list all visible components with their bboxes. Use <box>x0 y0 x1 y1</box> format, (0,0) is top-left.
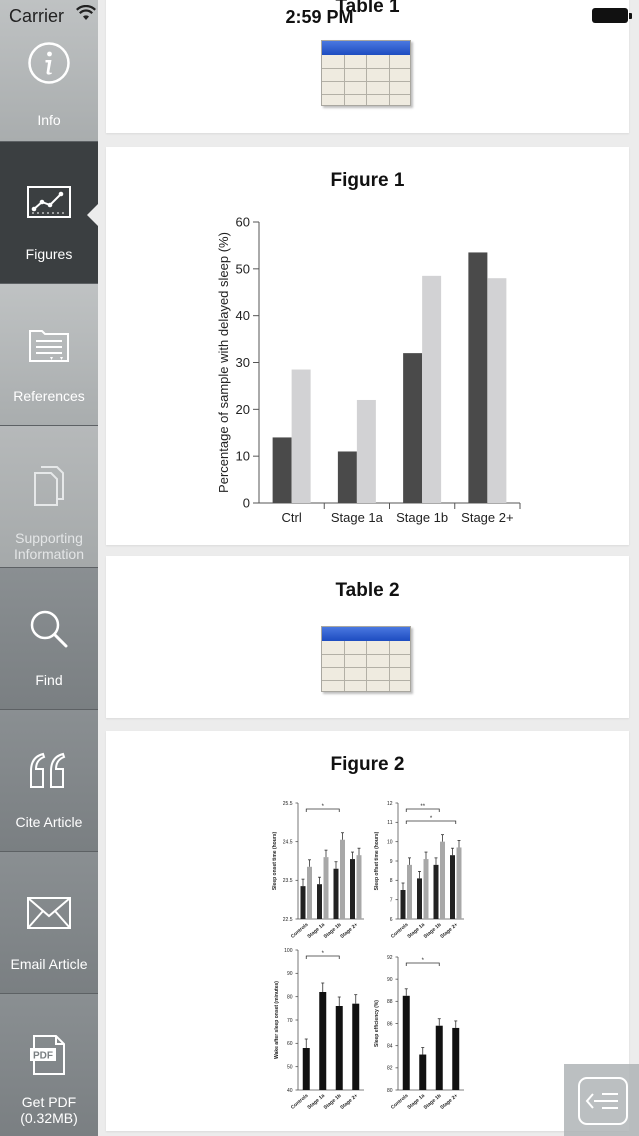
significance-label: * <box>321 951 324 957</box>
back-list-icon <box>578 1077 628 1125</box>
sidebar-item-cite-article[interactable] <box>0 710 98 852</box>
y-tick-label: 23.5 <box>282 878 293 885</box>
x-tick-label: Stage 1b <box>322 921 343 940</box>
y-tick-label: 22.5 <box>282 916 293 923</box>
status-time: 2:59 PM <box>285 7 354 27</box>
x-tick-label: Stage 1a <box>306 1092 327 1111</box>
sidebar-item-label: Figures <box>25 246 73 262</box>
figure-title: Figure 1 <box>330 170 405 191</box>
bar <box>340 840 345 919</box>
y-tick-label: 24.5 <box>282 839 293 846</box>
y-tick-label: 90 <box>386 976 393 983</box>
sidebar <box>0 0 98 1136</box>
x-tick-label: Stage 1a <box>406 921 427 940</box>
bar <box>357 855 362 919</box>
y-tick-label: 0 <box>242 495 250 511</box>
sidebar-item-label: Get PDF (0.32MB) <box>20 1094 78 1126</box>
y-tick-label: 82 <box>386 1065 393 1072</box>
bar <box>457 847 462 919</box>
x-tick-label: Stage 2+ <box>461 510 514 525</box>
bar <box>357 400 376 503</box>
carrier-label: Carrier <box>9 6 65 26</box>
y-tick-label: 6 <box>389 916 393 923</box>
status-bar <box>0 0 639 32</box>
y-tick-label: 100 <box>284 947 293 954</box>
x-tick-label: Stage 1a <box>306 921 327 940</box>
bar <box>401 890 406 919</box>
y-tick-label: 7 <box>389 897 393 904</box>
documents-icon <box>29 464 69 510</box>
y-tick-label: 50 <box>286 1064 293 1071</box>
table-title: Table 2 <box>335 580 400 601</box>
significance-label: ** <box>420 804 426 810</box>
bar <box>303 1048 310 1090</box>
bar <box>403 996 410 1090</box>
pdf-icon <box>30 1032 68 1078</box>
y-tick-label: 92 <box>386 954 393 961</box>
chart-plot <box>374 801 464 940</box>
quote-icon <box>27 748 71 794</box>
x-tick-label: Stage 1b <box>322 1092 343 1111</box>
bar <box>452 1028 459 1090</box>
x-tick-label: Stage 1a <box>406 1092 427 1111</box>
x-tick-label: Controls <box>289 1092 310 1111</box>
bar <box>468 252 487 503</box>
figure-card-2[interactable] <box>106 731 629 1131</box>
y-tick-label: 90 <box>286 971 293 978</box>
y-axis-label: Sleep onset time (hours) <box>272 831 278 891</box>
x-tick-label: Controls <box>389 921 410 940</box>
y-tick-label: 9 <box>389 858 393 865</box>
bar <box>336 1006 343 1090</box>
x-tick-label: Controls <box>389 1092 410 1111</box>
x-tick-label: Stage 1b <box>422 921 443 940</box>
sidebar-item-label: Info <box>37 112 61 128</box>
bar <box>487 278 506 503</box>
y-tick-label: 80 <box>386 1087 393 1094</box>
bar <box>334 869 339 919</box>
x-tick-label: Stage 1b <box>422 1092 443 1111</box>
sidebar-item-figures[interactable] <box>0 142 98 284</box>
y-axis-label: Percentage of sample with delayed sleep (%) <box>216 232 231 493</box>
significance-label: * <box>321 804 324 810</box>
sidebar-item-label: Find <box>35 672 63 688</box>
svg-text:PDF: PDF <box>33 1050 53 1062</box>
chart-plot <box>274 948 364 1111</box>
y-tick-label: 20 <box>235 401 250 417</box>
figure-title: Figure 2 <box>330 754 405 775</box>
bar <box>417 878 422 919</box>
y-tick-label: 40 <box>286 1087 293 1094</box>
sidebar-item-label: Cite Article <box>15 814 83 830</box>
y-tick-label: 8 <box>389 878 393 885</box>
bar <box>307 867 312 919</box>
figures-list[interactable] <box>98 0 639 1136</box>
y-tick-label: 40 <box>235 308 250 324</box>
chart-plot <box>272 801 364 940</box>
y-tick-label: 88 <box>386 999 393 1006</box>
bar <box>403 353 422 503</box>
bar <box>422 276 441 503</box>
y-tick-label: 12 <box>386 800 393 807</box>
chart-plot <box>374 955 464 1111</box>
battery-icon <box>592 8 628 23</box>
y-tick-label: 11 <box>387 820 393 827</box>
bar <box>350 859 355 919</box>
table-icon <box>321 626 411 692</box>
bar <box>419 1055 426 1090</box>
bar <box>436 1026 443 1090</box>
y-tick-label: 10 <box>386 839 393 846</box>
sidebar-item-email-article[interactable] <box>0 852 98 994</box>
x-tick-label: Ctrl <box>281 510 302 525</box>
sidebar-item-label: Supporting Information <box>13 530 85 562</box>
y-axis-label: Sleep efficiency (%) <box>374 1000 380 1047</box>
significance-label: * <box>429 816 433 822</box>
search-icon <box>28 606 70 652</box>
x-tick-label: Stage 2+ <box>439 1092 460 1111</box>
y-tick-label: 70 <box>286 1017 293 1024</box>
y-tick-label: 50 <box>235 261 250 277</box>
bar <box>407 865 412 919</box>
bar <box>292 370 311 503</box>
y-tick-label: 60 <box>286 1041 293 1048</box>
references-icon <box>26 322 72 368</box>
sidebar-item-label: References <box>13 388 85 404</box>
collapse-sidebar-button[interactable] <box>564 1064 639 1136</box>
y-tick-label: 30 <box>235 355 250 371</box>
x-tick-label: Stage 1a <box>330 510 383 525</box>
bar <box>317 884 322 919</box>
bar <box>450 855 455 919</box>
table-title: Table 1 <box>335 0 400 17</box>
sidebar-item-label: Email Article <box>10 956 88 972</box>
x-tick-label: Stage 2+ <box>439 921 460 940</box>
sidebar-item-references[interactable] <box>0 284 98 426</box>
bar <box>434 865 439 919</box>
chart-icon <box>26 180 72 226</box>
bar <box>352 1004 359 1090</box>
bar <box>319 992 326 1090</box>
x-tick-label: Stage 2+ <box>339 921 360 940</box>
table-icon <box>321 40 411 106</box>
y-tick-label: 10 <box>235 448 250 464</box>
info-icon <box>27 40 71 86</box>
sidebar-item-get-pdf[interactable] <box>0 994 98 1136</box>
bar <box>301 886 306 919</box>
y-tick-label: 84 <box>386 1043 393 1050</box>
x-tick-label: Controls <box>289 921 310 940</box>
significance-label: * <box>421 958 424 964</box>
y-tick-label: 80 <box>286 994 293 1001</box>
x-tick-label: Stage 2+ <box>339 1092 360 1111</box>
envelope-icon <box>26 890 72 936</box>
y-tick-label: 60 <box>235 214 250 230</box>
bar <box>338 451 357 503</box>
y-axis-label: Sleep offset time (hours) <box>374 831 380 891</box>
bar <box>273 437 292 503</box>
y-tick-label: 86 <box>386 1021 393 1028</box>
figure-card-1[interactable] <box>106 147 629 545</box>
x-tick-label: Stage 1b <box>396 510 449 525</box>
y-axis-label: Wake after sleep onset (minutes) <box>274 981 280 1059</box>
table-card-2[interactable] <box>106 556 629 718</box>
sidebar-item-supporting-information[interactable] <box>0 426 98 568</box>
bar <box>324 857 329 919</box>
active-indicator <box>87 204 98 226</box>
sidebar-item-find[interactable] <box>0 568 98 710</box>
figure-2-chart <box>106 731 629 1131</box>
y-tick-label: 25.5 <box>282 800 293 807</box>
bar <box>424 859 429 919</box>
chart-plot <box>216 215 520 525</box>
figure-1-chart <box>106 147 629 545</box>
bar <box>440 842 445 919</box>
